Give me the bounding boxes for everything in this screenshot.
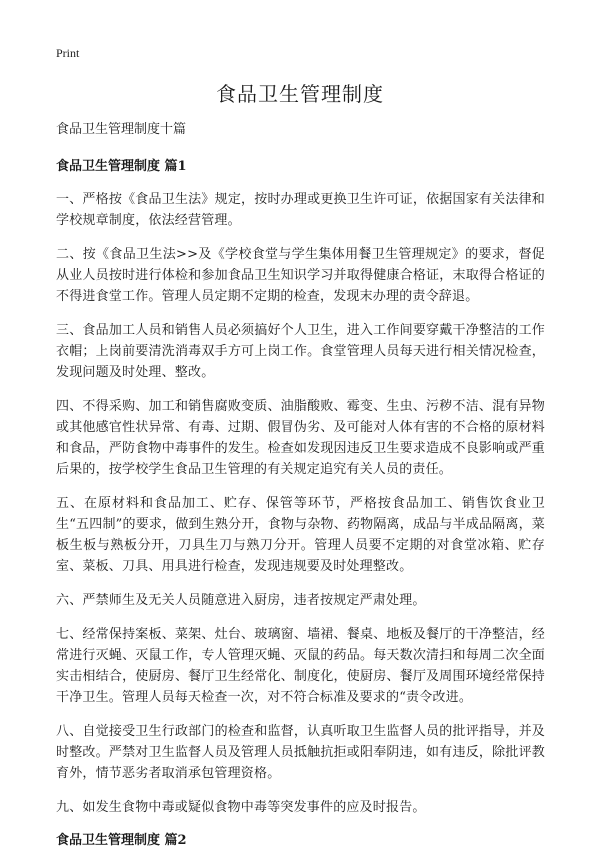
- paragraph-4: 四、不得采购、加工和销售腐败变质、油脂酸败、霉变、生虫、污秽不洁、混有异物或其他感官性状异常、有毒、过期、假冒伪劣、及可能对人体有害的不合格的原材料和食品，严防食物中毒事件的发生。检查如发现因违反卫生要求造成不良影响或严重后果的，按学校学生食品卫生管理的有关规定追究有关人员的责任。: [56, 399, 545, 477]
- document-body: [56, 120, 545, 863]
- paragraph-1: 一、严格按《食品卫生法》规定，按时办理或更换卫生许可证，依据国家有关法律和学校规章制度，依法经营管理。: [56, 192, 545, 228]
- paragraph-8: 八、自觉接受卫生行政部门的检查和监督，认真听取卫生监督人员的批评指导，并及时整改。严禁对卫生监督人员及管理人员抵触抗拒或阳奉阴违，如有违反，除批评教育外，情节恶劣者取消承包管理资格。: [56, 724, 545, 781]
- paragraph-6: 六、严禁师生及无关人员随意进入厨房，违者按规定严肃处理。: [56, 593, 426, 608]
- print-link[interactable]: Print: [56, 46, 80, 60]
- section-heading-1: 食品卫生管理制度 篇1: [56, 159, 187, 174]
- paragraph-5: 五、在原材料和食品加工、贮存、保管等环节，严格按食品加工、销售饮食业卫生“五四制”的要求，做到生熟分开，食物与杂物、药物隔离，成品与半成品隔离，菜板生板与熟板分开，刀具生刀与熟刀分开。管理人员要不定期的对食堂冰箱、贮存室、菜板、刀具、用具进行检查，发现违规要及时处理整改。: [56, 496, 545, 574]
- section-heading-2: 食品卫生管理制度 篇2: [56, 833, 187, 848]
- paragraph-2: 二、按《食品卫生法>>及《学校食堂与学生集体用餐卫生管理规定》的要求，督促从业人员按时进行体检和参加食品卫生知识学习并取得健康合格证，末取得合格证的不得进食堂工作。管理人员定期不定期的检查，发现末办理的责令辞退。: [56, 247, 545, 304]
- document-title: 食品卫生管理制度: [216, 82, 384, 106]
- paragraph-9: 九、如发生食物中毒或疑似食物中毒等突发事件的应及时报告。: [56, 800, 426, 815]
- paragraph-7: 七、经常保持案板、菜架、灶台、玻璃窗、墙裙、餐桌、地板及餐厅的干净整洁，经常进行灭蝇、灭鼠工作，专人管理灭蝇、灭鼠的药品。每天数次清扫和每周二次全面实击相结合，使厨房、餐厅卫生经常化、制度化，使厨房、餐厅及周围环境经常保持干净卫生。管理人员每天检查一次，对不符合标准及要求的“责令改进。: [56, 627, 545, 705]
- paragraph-3: 三、食品加工人员和销售人员必须搞好个人卫生，进入工作间要穿戴干净整洁的工作衣帽；上岗前要清洗消毒双手方可上岗工作。食堂管理人员每天进行相关情况检查，发现问题及时处理、整改。: [56, 323, 545, 380]
- document-subtitle: 食品卫生管理制度十篇: [56, 122, 187, 137]
